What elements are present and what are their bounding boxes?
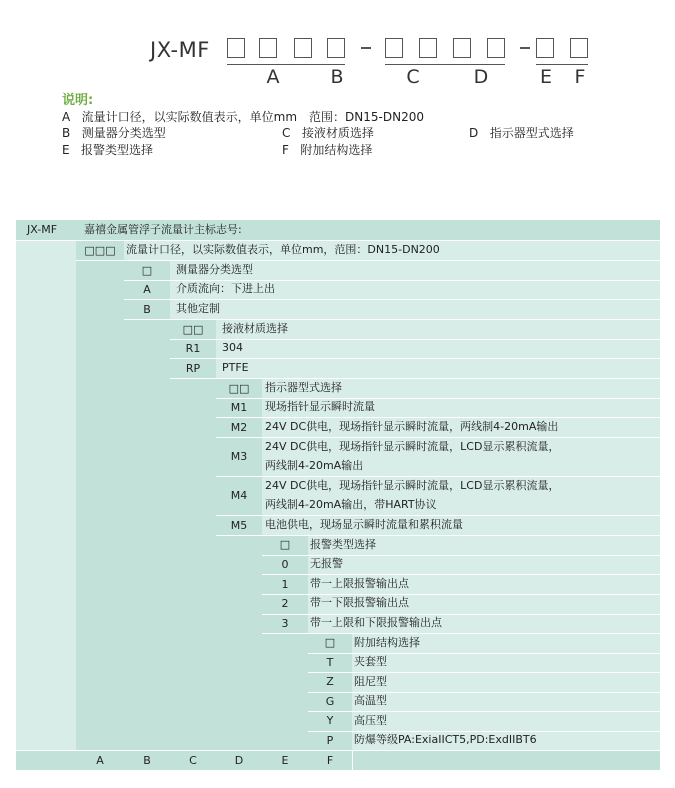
row-f-z-text: 阻尼型 <box>354 675 387 688</box>
row-f-p-text: 防爆等级PA:ExiaIICT5,PD:ExdIIBT6 <box>354 733 537 746</box>
segment-letter-b: B <box>330 66 344 88</box>
row-e-0-text: 无报警 <box>310 557 343 570</box>
code-e-1: 1 <box>281 578 289 591</box>
row-f-text: 附加结构选择 <box>354 636 420 649</box>
row-f-t-text: 夹套型 <box>354 655 387 668</box>
table-model: JX-MF <box>27 223 58 236</box>
footer-e: E <box>281 754 289 767</box>
code-f-z: Z <box>326 675 334 688</box>
model-code: JX-MF <box>150 38 210 62</box>
code-f: □ <box>324 636 336 649</box>
code-d-m1: M1 <box>230 401 248 414</box>
row-a-text: 流量计口径，以实际数值表示，单位mm，范围：DN15-DN200 <box>126 243 440 256</box>
row-b-a-text: 介质流向：下进上出 <box>176 282 275 295</box>
footer-a: A <box>96 754 104 767</box>
code-d-m4: M4 <box>230 489 248 502</box>
row-d-m3-text-line2: 两线制4-20mA输出 <box>265 459 364 472</box>
code-e-2: 2 <box>281 597 289 610</box>
row-d-m1-text: 现场指针显示瞬时流量 <box>265 400 375 413</box>
code-e-3: 3 <box>281 617 289 630</box>
code-f-g: G <box>325 695 335 708</box>
segment-letter-f: F <box>574 66 586 88</box>
row-c-rp-text: PTFE <box>222 361 249 374</box>
row-d-m2-text: 24V DC供电，现场指针显示瞬时流量，两线制4-20mA输出 <box>265 420 559 433</box>
row-d-m3-text: 24V DC供电，现场指针显示瞬时流量，LCD显示累积流量， <box>265 440 560 453</box>
segment-letter-c: C <box>406 66 420 88</box>
code-a: □□□ <box>84 244 116 257</box>
notes-title: 说明: <box>62 93 94 108</box>
selection-table <box>16 220 660 770</box>
row-d-m4-text: 24V DC供电，现场指针显示瞬时流量，LCD显示累积流量， <box>265 479 560 492</box>
row-e-1-text: 带一上限报警输出点 <box>310 577 409 590</box>
code-b-a: A <box>143 283 151 296</box>
note-item-e: E 报警类型选择 <box>62 143 154 157</box>
row-e-3-text: 带一上限和下限报警输出点 <box>310 616 442 629</box>
row-c-text: 接液材质选择 <box>222 322 288 335</box>
footer-c: C <box>189 754 197 767</box>
code-d-m3: M3 <box>230 450 248 463</box>
row-b-b-text: 其他定制 <box>176 302 220 315</box>
code-d: □□ <box>228 382 250 395</box>
row-d-text: 指示器型式选择 <box>265 381 342 394</box>
row-e-text: 报警类型选择 <box>310 538 376 551</box>
segment-letter-a: A <box>266 66 280 88</box>
note-item-a: A 流量计口径，以实际数值表示，单位mm 范围：DN15-DN200 <box>62 110 424 124</box>
code-d-m5: M5 <box>230 519 248 532</box>
row-d-m5-text: 电池供电，现场显示瞬时流量和累积流量 <box>265 518 463 531</box>
row-d-m4-text-line2: 两线制4-20mA输出，带HART协议 <box>265 498 437 511</box>
row-f-g-text: 高温型 <box>354 694 387 707</box>
code-c: □□ <box>182 323 204 336</box>
segment-letter-d: D <box>473 66 489 88</box>
code-c-rp: RP <box>185 362 201 375</box>
footer-b: B <box>143 754 151 767</box>
note-item-c: C 接液材质选择 <box>282 126 374 140</box>
code-f-p: P <box>326 734 334 747</box>
segment-letter-e: E <box>539 66 552 88</box>
code-b: □ <box>141 264 153 277</box>
row-e-2-text: 带一下限报警输出点 <box>310 596 409 609</box>
table-title: 嘉禧金属管浮子流量计主标志号: <box>84 223 242 236</box>
row-b-text: 测量器分类选型 <box>176 263 253 276</box>
row-f-y-text: 高压型 <box>354 714 387 727</box>
code-d-m2: M2 <box>230 421 248 434</box>
footer-d: D <box>234 754 244 767</box>
code-f-t: T <box>326 656 334 669</box>
row-c-r1-text: 304 <box>222 341 243 354</box>
code-b-b: B <box>143 303 151 316</box>
code-f-y: Y <box>326 714 334 727</box>
note-item-b: B 测量器分类选型 <box>62 126 166 140</box>
footer-f: F <box>326 754 334 767</box>
code-e-0: 0 <box>281 558 289 571</box>
note-item-f: F 附加结构选择 <box>282 143 373 157</box>
code-c-r1: R1 <box>185 342 201 355</box>
code-e: □ <box>279 538 291 551</box>
note-item-d: D 指示器型式选择 <box>469 126 574 140</box>
